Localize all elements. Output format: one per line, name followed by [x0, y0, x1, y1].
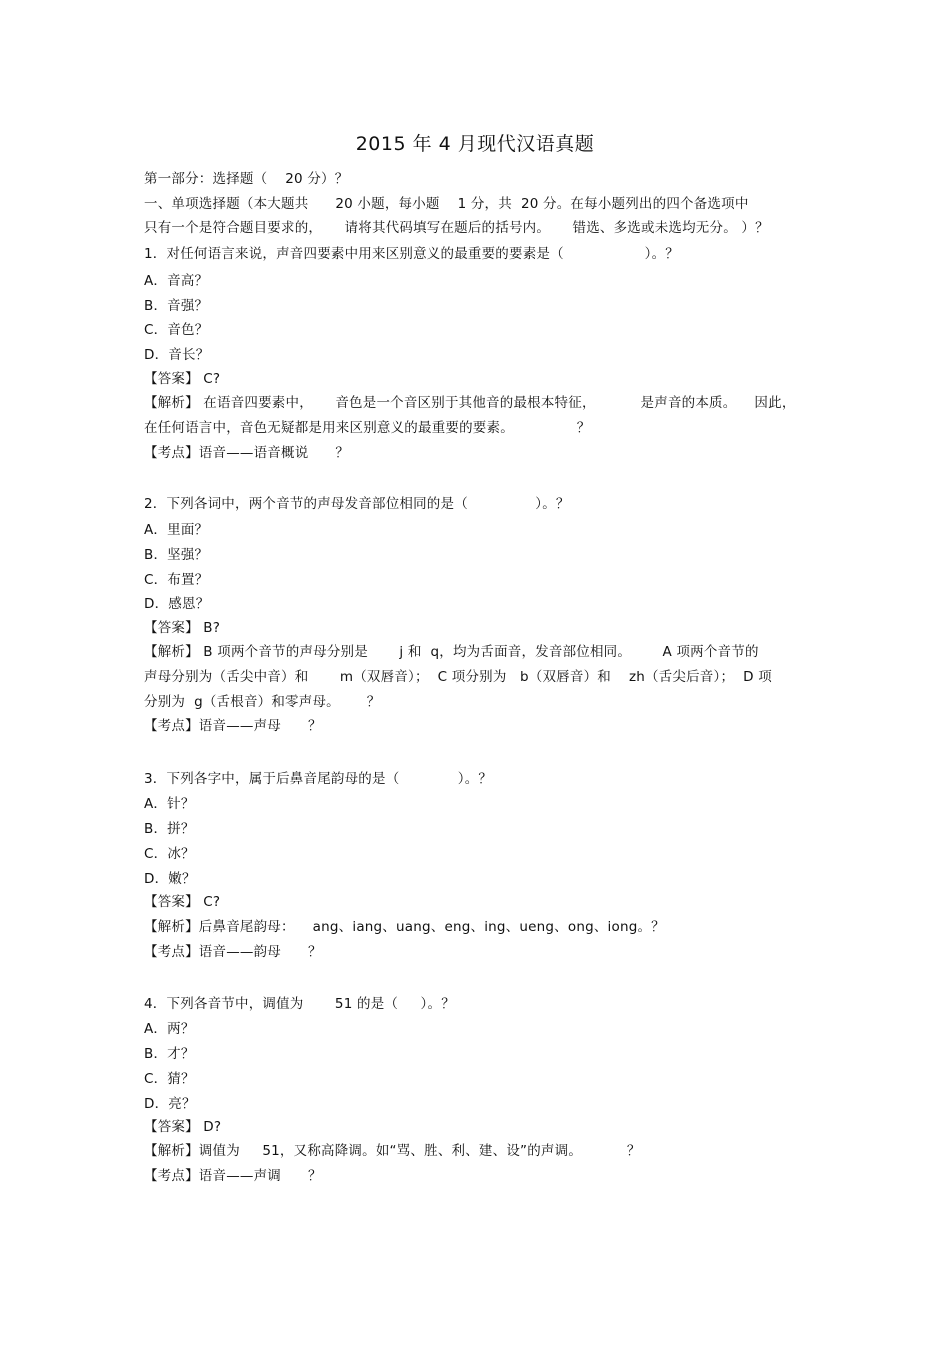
question-4-point: 【考点】语音——声调 ？	[144, 1168, 322, 1184]
question-2-option-d: D．感恩？	[144, 596, 210, 612]
question-4-option-c: C．猜？	[144, 1071, 195, 1087]
document-title: 2015 年 4 月现代汉语真题	[355, 133, 595, 155]
question-2-option-a: A．里面？	[144, 522, 209, 538]
question-3-option-d: D．嫩？	[144, 871, 196, 887]
question-4-option-a: A．两？	[144, 1021, 195, 1037]
question-1-option-a: A．音高？	[144, 273, 209, 289]
question-3-stem: 3．下列各字中，属于后鼻音尾韵母的是（ ）。？	[144, 771, 493, 787]
question-4-answer: 【答案】 D?	[144, 1119, 222, 1135]
question-1-stem: 1．对任何语言来说，声音四要素中用来区别意义的最重要的要素是（ ）。？	[144, 246, 679, 262]
question-1-analysis-line: 在任何语言中，音色无疑都是用来区别意义的最重要的要素。 ？	[144, 420, 591, 436]
question-2-option-b: B．坚强？	[144, 547, 209, 563]
instructions-line-2: 只有一个是符合题目要求的， 请将其代码填写在题后的括号内。 错选、多选或未选均无分。 ）？	[144, 220, 769, 236]
question-2-answer: 【答案】 B?	[144, 620, 221, 636]
question-1-point: 【考点】语音——语音概说 ？	[144, 445, 350, 461]
question-1-option-d: D．音长？	[144, 347, 210, 363]
question-2-point: 【考点】语音——声母 ？	[144, 718, 322, 734]
question-1-option-b: B．音强？	[144, 298, 209, 314]
question-3-option-b: B．拼？	[144, 821, 195, 837]
question-2-option-c: C．布置？	[144, 572, 209, 588]
question-1-answer: 【答案】 C?	[144, 371, 221, 387]
question-3-answer: 【答案】 C?	[144, 894, 221, 910]
question-3-analysis-line: 【解析】后鼻音尾韵母： ang、iang、uang、eng、ing、ueng、ong、iong。？	[144, 919, 665, 935]
question-4-option-b: B．才？	[144, 1046, 195, 1062]
part-one-heading: 第一部分：选择题（ 20 分）？	[144, 171, 349, 187]
question-2-analysis-line: 【解析】 B 项两个音节的声母分别是 j 和 q，均为舌面音，发音部位相同。 A 项两个音节的	[144, 644, 759, 660]
question-4-option-d: D．亮？	[144, 1096, 196, 1112]
question-4-stem: 4．下列各音节中，调值为 51 的是（ ）。？	[144, 996, 455, 1012]
question-1-option-c: C．音色？	[144, 322, 209, 338]
question-3-point: 【考点】语音——韵母 ？	[144, 944, 322, 960]
question-2-stem: 2．下列各词中，两个音节的声母发音部位相同的是（ ）。？	[144, 496, 570, 512]
question-4-analysis-line: 【解析】调值为 51，又称高降调。如“骂、胜、利、建、设”的声调。 ？	[144, 1143, 641, 1159]
question-2-analysis-line: 分别为 g（舌根音）和零声母。 ？	[144, 694, 381, 710]
question-2-analysis-line: 声母分别为（舌尖中音）和 m（双唇音）； C 项分别为 b（双唇音）和 zh（舌尖后音）； D 项	[144, 669, 772, 685]
question-3-option-a: A．针？	[144, 796, 195, 812]
question-3-option-c: C．冰？	[144, 846, 195, 862]
question-1-analysis-line: 【解析】 在语音四要素中， 音色是一个音区别于其他音的最根本特征， 是声音的本质。 因此，	[144, 395, 796, 411]
instructions-line-1: 一、单项选择题（本大题共 20 小题，每小题 1 分，共 20 分。在每小题列出的四个备选项中	[144, 196, 749, 212]
